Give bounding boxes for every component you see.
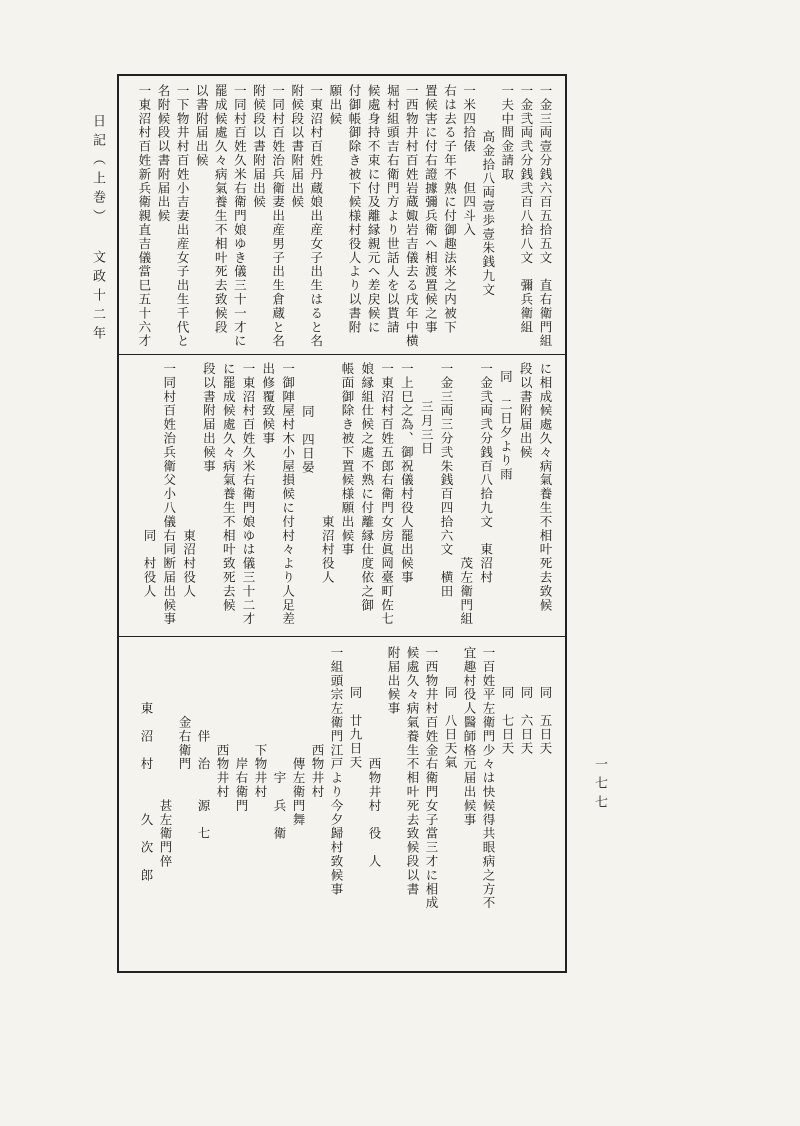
upper-section-column: 一同村百姓治兵衛妻出産男子出生倉蔵と名 — [270, 84, 286, 349]
middle-section-column: 段以書附届出候事 — [201, 362, 217, 474]
middle-section-column: 一御陣屋村木小屋損候に付村々より人足差 — [280, 362, 296, 627]
upper-section-column: 一金三両壹分銭六百五拾五文 直右衛門組 — [538, 84, 553, 349]
section-divider-lower — [119, 636, 565, 637]
middle-section-column: 娘縁組仕候之處不熟に付離縁仕度依之御 — [359, 362, 375, 613]
upper-section-column: 右は去る子年不熟に付御趣法米之内被下 — [442, 84, 458, 335]
page-number: 一七七 — [592, 757, 607, 814]
upper-section-column: 堀村組頭吉右衛門方より世話人を以貰請 — [385, 84, 401, 335]
middle-section-column: 同 四日晏 — [300, 405, 316, 475]
lower-section-column: 東 沼 村 久 次 郎 — [139, 646, 154, 883]
upper-section-column: 以書附届出候 — [194, 84, 210, 168]
upper-section-column: 高金拾八両壹歩壹朱銭九文 — [480, 130, 496, 297]
lower-section-column: 伴 治 源 七 — [196, 646, 211, 841]
lower-section-column: 甚左衛門倅 — [158, 646, 173, 869]
upper-section-column: 附候段以書附届出候 — [251, 84, 267, 210]
upper-section-column: 一下物井村百姓小吉妻出産女子出生千代と — [175, 84, 191, 349]
middle-section-column: 出修覆致候事 — [260, 362, 276, 446]
upper-section-column: 附候段以書附届出候 — [289, 84, 305, 210]
middle-section-column: 東沼村役人 — [181, 362, 197, 599]
middle-section-column: 一上巳之為、御祝儀村役人罷出候事 — [399, 362, 415, 585]
upper-section-column: 願出候 — [327, 84, 343, 126]
lower-section-column: 西物井村 役 人 — [367, 646, 382, 869]
lower-section-column: 同 八日天氣 — [443, 686, 458, 770]
upper-section-column: 罷成候處久々病氣養生不相叶死去致候段 — [213, 84, 229, 335]
lower-section-column: 一西物井村百姓金右衛門女子當三才に相成 — [424, 646, 439, 911]
upper-section-column: 置候害に付右證據彌兵衛へ相渡置候之事 — [423, 84, 439, 335]
upper-section-column: 付御帳御除き被下候様村役人より以書附 — [347, 84, 362, 335]
lower-section-column: 傳左衛門舞 — [291, 646, 306, 827]
middle-section-column: 一同村百姓治兵衛父小八儀右同断届出候事 — [161, 362, 177, 627]
upper-section-column: 候處身持不束に付及離縁親元へ差戻候に — [366, 84, 382, 335]
upper-section-column: 一西物井村百姓岩蔵娵岩吉儀去る戌年中横 — [404, 84, 420, 349]
middle-section-column: 一金弐両弐分銭百八拾九文 東沼村 — [478, 362, 494, 585]
middle-section-column: 一東沼村百姓久米右衛門娘ゆは儀三十二才 — [241, 362, 256, 627]
middle-section-column: 一金三両三分弐朱銭百四拾六文 横田 — [439, 362, 454, 599]
middle-section-column: 茂左衛門組 — [458, 362, 474, 627]
lower-section-column: 西物井村 — [215, 646, 230, 799]
section-divider-upper — [119, 354, 565, 355]
lower-section-column: 同 廿九日天 — [348, 686, 363, 770]
lower-section-column: 西物井村 — [310, 646, 325, 799]
lower-section-column: 下物井村 — [253, 646, 268, 799]
lower-section-column: 同 六日天 — [519, 686, 534, 756]
lower-section-column: 同 七日天 — [500, 686, 515, 756]
lower-section-column: 附届出候事 — [386, 646, 401, 716]
running-header-title: 日記（上巻） — [90, 114, 105, 228]
lower-section-column: 同 五日天 — [538, 686, 553, 756]
middle-section-column: 東沼村役人 — [320, 362, 336, 585]
middle-section-column: に罷成候處久々病氣養生不相叶致死去候 — [221, 362, 237, 613]
middle-section-column: 帳面御除き被下置候様願出候事 — [340, 362, 355, 557]
middle-section-column: 同 村役人 — [142, 362, 157, 599]
upper-section-column: 一夫中間金請取 — [499, 84, 515, 182]
lower-section-column: 金右衛門 — [177, 646, 192, 772]
middle-section-column: 一東沼村百姓五郎右衛門女房眞岡臺町佐七 — [379, 362, 395, 627]
upper-section-column: 一同村百姓久米右衛門娘ゆき儀三十一才に — [232, 84, 248, 349]
upper-section-column: 一東沼村百姓丹蔵娘出産女子出生はると名 — [308, 84, 324, 349]
upper-section-column: 一東沼村百姓新兵衛親直吉儀當巳五十六才 — [136, 84, 152, 349]
middle-section-column: に相成候處久々病氣養生不相叶死去致候 — [538, 362, 553, 613]
running-header-era: 文政十二年 — [90, 250, 105, 345]
lower-section-column: 岸右衛門 — [234, 646, 249, 813]
middle-section-column: 段以書附届出候 — [518, 362, 534, 460]
lower-section-column: 宇 兵 衛 — [272, 646, 287, 841]
upper-section-column: 名附候段以書附届出候 — [156, 84, 171, 223]
middle-section-column: 三月三日 — [419, 400, 435, 456]
lower-section-column: 一組頭宗左衛門江戸より今夕歸村致候事 — [329, 646, 344, 897]
upper-section-column: 一金弐両弐分銭弐百八拾八文 彌兵衛組 — [518, 84, 534, 335]
lower-section-column: 宜趣村役人醫師格元届出候事 — [462, 646, 477, 827]
middle-section-column: 同 二日夕より雨 — [498, 370, 514, 482]
lower-section-column: 一百姓平左衛門少々は快候得共眼病之方不 — [481, 646, 496, 911]
upper-section-column: 一米四拾俵 但四斗入 — [461, 84, 477, 237]
lower-section-column: 候處久々病氣養生不相叶死去致候段以書 — [405, 646, 420, 897]
